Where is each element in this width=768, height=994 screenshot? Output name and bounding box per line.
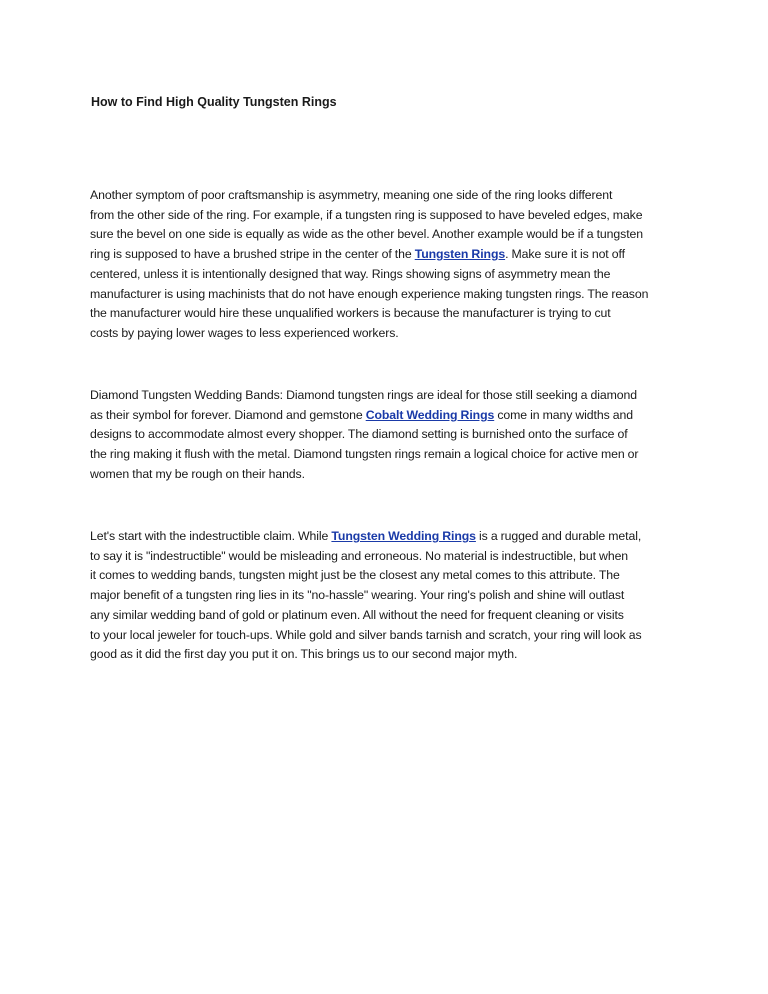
text-line [90, 626, 690, 646]
text-line [90, 445, 690, 465]
paragraph-asymmetry [90, 186, 690, 344]
text-line [90, 265, 690, 285]
text-line [90, 527, 690, 547]
text-line [90, 186, 690, 206]
text-segment: Diamond Tungsten Wedding Bands: Diamond tungsten rings are ideal for those still seeking a diamond [90, 388, 638, 402]
paragraph-indestructible [90, 527, 690, 665]
text-line [90, 386, 690, 406]
text-segment: women that my be rough on their hands. [90, 466, 305, 481]
text-line [90, 225, 690, 245]
text-segment: centered, unless it is intentionally designed that way. Rings showing signs of asymmetry mean the [90, 266, 611, 281]
text-segment: costs by paying lower wages to less experienced workers. [90, 325, 399, 340]
text-segment: ring is supposed to have a brushed stripe in the center of the [90, 247, 415, 262]
text-line [90, 566, 690, 586]
text-line [90, 586, 690, 606]
paragraph-diamond-bands [90, 386, 690, 485]
text-line [90, 606, 690, 626]
text-segment: major benefit of a tungsten ring lies in its "no-hassle" wearing. Your ring's polish and shine will outlast [90, 588, 625, 603]
text-line [90, 406, 690, 426]
link-tungsten-wedding-rings[interactable]: Tungsten Wedding Rings [331, 529, 476, 543]
text-line [90, 304, 690, 324]
text-segment: it comes to wedding bands, tungsten might just be the closest any metal comes to this attribute. The [90, 568, 620, 583]
text-segment: from the other side of the ring. For example, if a tungsten ring is supposed to have beveled edges, make [90, 207, 643, 222]
text-line [90, 645, 690, 665]
text-line [90, 245, 690, 265]
text-segment: manufacturer is using machinists that do not have enough experience making tungsten rings. The reason [90, 286, 649, 301]
text-line [90, 547, 690, 567]
text-segment: good as it did the first day you put it on. This brings us to our second major myth. [90, 647, 518, 662]
text-segment: Let's start with the indestructible claim. While [90, 529, 332, 543]
text-segment: to say it is "indestructible" would be misleading and erroneous. No material is indestructible, but when [90, 548, 629, 563]
text-segment: as their symbol for forever. Diamond and gemstone [90, 407, 366, 422]
text-segment: Another symptom of poor craftsmanship is asymmetry, meaning one side of the ring looks different [90, 188, 613, 202]
text-line [90, 465, 690, 485]
text-segment: come in many widths and [494, 407, 633, 422]
text-segment: designs to accommodate almost every shopper. The diamond setting is burnished onto the surface of [90, 427, 628, 442]
text-segment: the manufacturer would hire these unqualified workers is because the manufacturer is trying to cut [90, 306, 611, 321]
text-line [90, 324, 690, 344]
text-segment: sure the bevel on one side is equally as wide as the other bevel. Another example would be if a tungsten [90, 227, 643, 242]
text-segment: to your local jeweler for touch-ups. While gold and silver bands tarnish and scratch, your ring will look as [90, 627, 642, 642]
text-segment: the ring making it flush with the metal. Diamond tungsten rings remain a logical choice for active men or [90, 447, 639, 462]
text-segment: any similar wedding band of gold or platinum even. All without the need for frequent cleaning or visits [90, 607, 624, 622]
text-segment: . Make sure it is not off [505, 247, 625, 262]
link-cobalt-wedding-rings[interactable]: Cobalt Wedding Rings [365, 407, 495, 422]
link-tungsten-rings[interactable]: Tungsten Rings [414, 247, 506, 262]
document-title: How to Find High Quality Tungsten Rings [91, 95, 337, 109]
text-line [90, 206, 690, 226]
text-line [90, 425, 690, 445]
text-line [90, 285, 690, 305]
text-segment: is a rugged and durable metal, [475, 529, 642, 543]
